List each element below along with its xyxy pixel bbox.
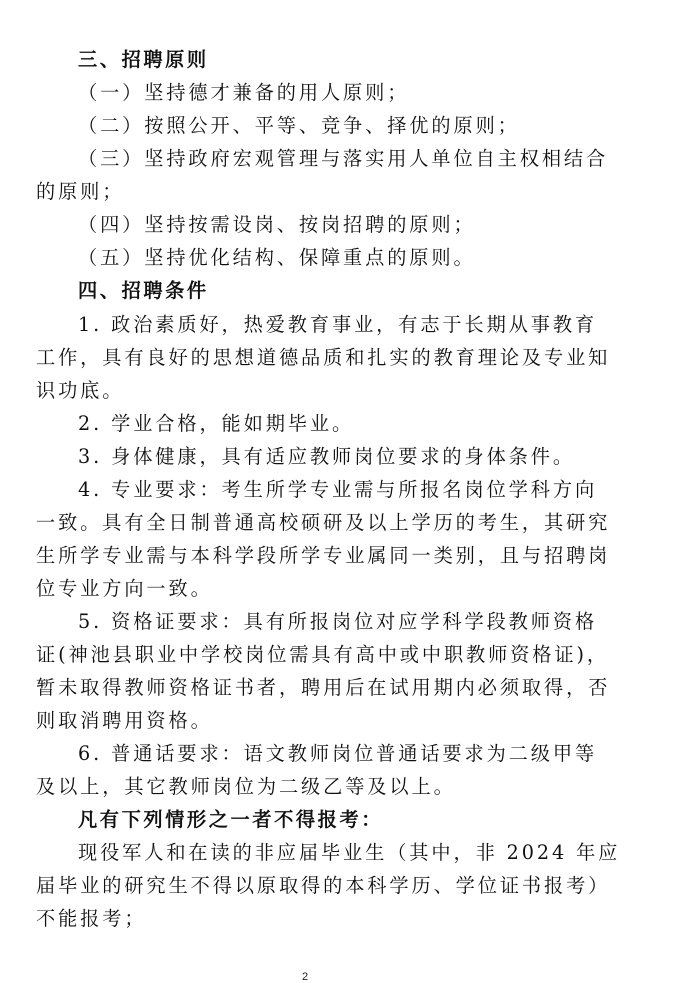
principle-item-3-line-2: 的原则； [36,180,125,203]
principle-item-1: （一）坚持德才兼备的用人原则； [78,81,410,104]
condition-6-line-1: 6. 普通话要求：语文教师岗位普通话要求为二级甲等 [78,742,598,765]
principle-item-4: （四）坚持按需设岗、按岗招聘的原则； [78,213,476,236]
condition-5-line-2: 证(神池县职业中学校岗位需具有高中或中职教师资格证)， [36,643,609,666]
exclusion-line-1: 现役军人和在读的非应届毕业生（其中，非 2024 年应 [78,841,621,864]
exclusion-heading: 凡有下列情形之一者不得报考： [78,808,384,831]
condition-5-line-3: 暂未取得教师资格证书者，聘用后在试用期内必须取得，否 [36,676,611,699]
condition-3: 3. 身体健康，具有适应教师岗位要求的身体条件。 [78,445,575,468]
condition-4-line-4: 位专业方向一致。 [36,577,213,600]
condition-1-line-2: 工作，具有良好的思想道德品质和扎实的教育理论及专业知 [36,346,611,369]
condition-1-line-3: 识功底。 [36,379,125,402]
condition-4-line-2: 一致。具有全日制普通高校硕研及以上学历的考生，其研究 [36,511,611,534]
principle-item-3-line-1: （三）坚持政府宏观管理与落实用人单位自主权相结合 [78,147,609,170]
exclusion-line-3: 不能报考； [36,907,147,930]
principle-item-5: （五）坚持优化结构、保障重点的原则。 [78,246,476,269]
section-heading-recruitment-principles: 三、招聘原则 [78,48,209,71]
condition-5-line-1: 5. 资格证要求：具有所报岗位对应学科学段教师资格 [78,610,598,633]
condition-6-line-2: 及以上，其它教师岗位为二级乙等及以上。 [36,775,456,798]
exclusion-line-2: 届毕业的研究生不得以原取得的本科学历、学位证书报考） [36,874,611,897]
condition-2: 2. 学业合格，能如期毕业。 [78,412,355,435]
principle-item-2: （二）按照公开、平等、竞争、择优的原则； [78,114,520,137]
condition-1-line-1: 1. 政治素质好，热爱教育事业，有志于长期从事教育 [78,313,598,336]
condition-5-line-4: 则取消聘用资格。 [36,709,213,732]
condition-4-line-1: 4. 专业要求：考生所学专业需与所报名岗位学科方向 [78,478,598,501]
page-number: 2 [301,971,309,983]
section-heading-recruitment-conditions: 四、招聘条件 [78,279,209,302]
condition-4-line-3: 生所学专业需与本科学段所学专业属同一类别，且与招聘岗 [36,544,611,567]
